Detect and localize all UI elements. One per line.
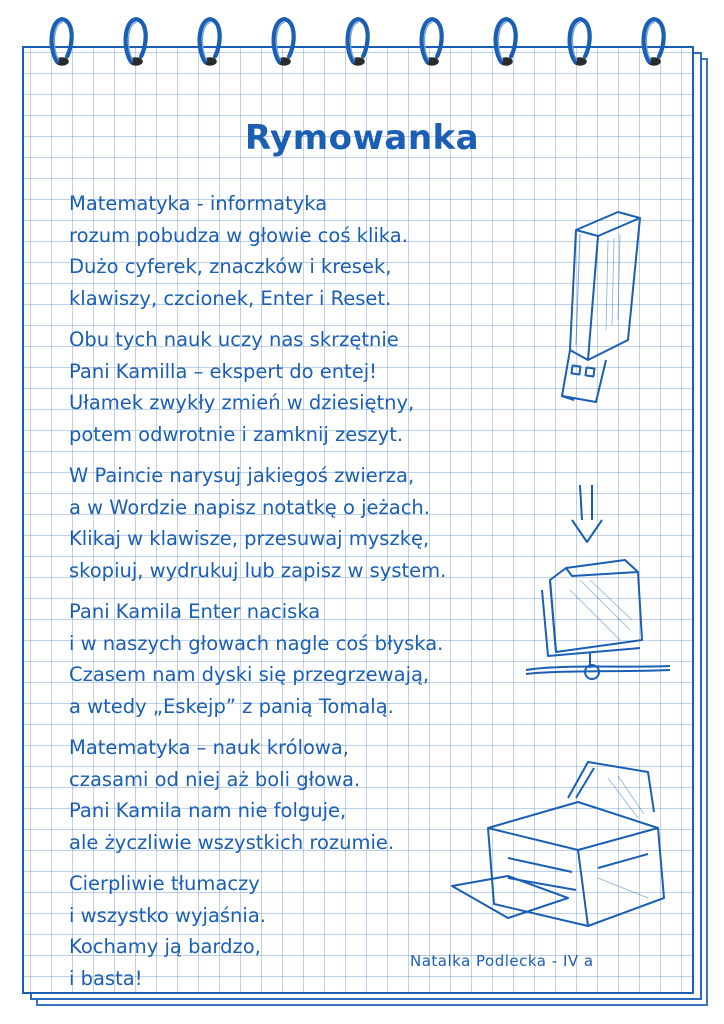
- spiral-ring-icon: [46, 14, 78, 70]
- poem-line: i basta!: [69, 966, 143, 990]
- poem-line: czasami od niej aż boli głowa.: [69, 767, 361, 791]
- folder-network-icon: [520, 480, 680, 690]
- poem-line: Klikaj w klawisze, przesuwaj myszkę,: [69, 527, 430, 550]
- poem-line: ale życzliwie wszystkich rozumie.: [69, 830, 395, 854]
- poem-line: i wszystko wyjaśnia.: [69, 903, 266, 927]
- usb-drive-icon: [548, 200, 648, 410]
- spiral-ring-icon: [342, 14, 374, 70]
- poem-line: Cierpliwie tłumaczy: [69, 872, 260, 895]
- spiral-ring-icon: [194, 14, 226, 70]
- spiral-ring-icon: [564, 14, 596, 70]
- poem-line: i w naszych głowach nagle coś błyska.: [69, 631, 444, 655]
- poem-line: Kochamy ją bardzo,: [69, 935, 261, 958]
- poem-line: Obu tych nauk uczy nas skrzętnie: [69, 328, 399, 351]
- poem-line: Matematyka - informatyka: [69, 192, 328, 215]
- poem-line: potem odwrotnie i zamknij zeszyt.: [69, 422, 404, 446]
- stanza-3: [69, 460, 569, 586]
- spiral-ring-icon: [268, 14, 300, 70]
- poem-line: Pani Kamila nam nie folguje,: [69, 799, 347, 822]
- spiral-ring-icon: [120, 14, 152, 70]
- poem-line: rozum pobudza w głowie coś klika.: [69, 223, 408, 247]
- printer-icon: [448, 758, 678, 938]
- stanza-4: [69, 596, 569, 722]
- poem-line: Pani Kamilla – ekspert do entej!: [69, 359, 377, 383]
- poem-title: Rymowanka: [244, 118, 480, 158]
- stanza-1: [69, 188, 569, 314]
- author-signature: Natalka Podlecka - IV a: [410, 952, 594, 970]
- spiral-ring-icon: [490, 14, 522, 70]
- poem-line: Pani Kamila Enter naciska: [69, 600, 321, 623]
- poem-line: Dużo cyferek, znaczków i kresek,: [69, 255, 392, 278]
- poem-line: skopiuj, wydrukuj lub zapisz w system.: [69, 558, 447, 582]
- poem-line: W Paincie narysuj jakiegoś zwierza,: [69, 464, 415, 487]
- stanza-2: [69, 324, 569, 450]
- spiral-ring-icon: [638, 14, 670, 70]
- poem-line: a wtedy „Eskejp” z panią Tomalą.: [69, 694, 394, 718]
- poem-line: Czasem nam dyski się przegrzewają,: [69, 663, 430, 686]
- spiral-ring-icon: [416, 14, 448, 70]
- poem-line: Ułamek zwykły zmień w dziesiętny,: [69, 391, 415, 414]
- poem-line: klawiszy, czcionek, Enter i Reset.: [69, 286, 392, 310]
- poem-line: Matematyka – nauk królowa,: [69, 736, 350, 759]
- poem-line: a w Wordzie napisz notatkę o jeżach.: [69, 495, 430, 519]
